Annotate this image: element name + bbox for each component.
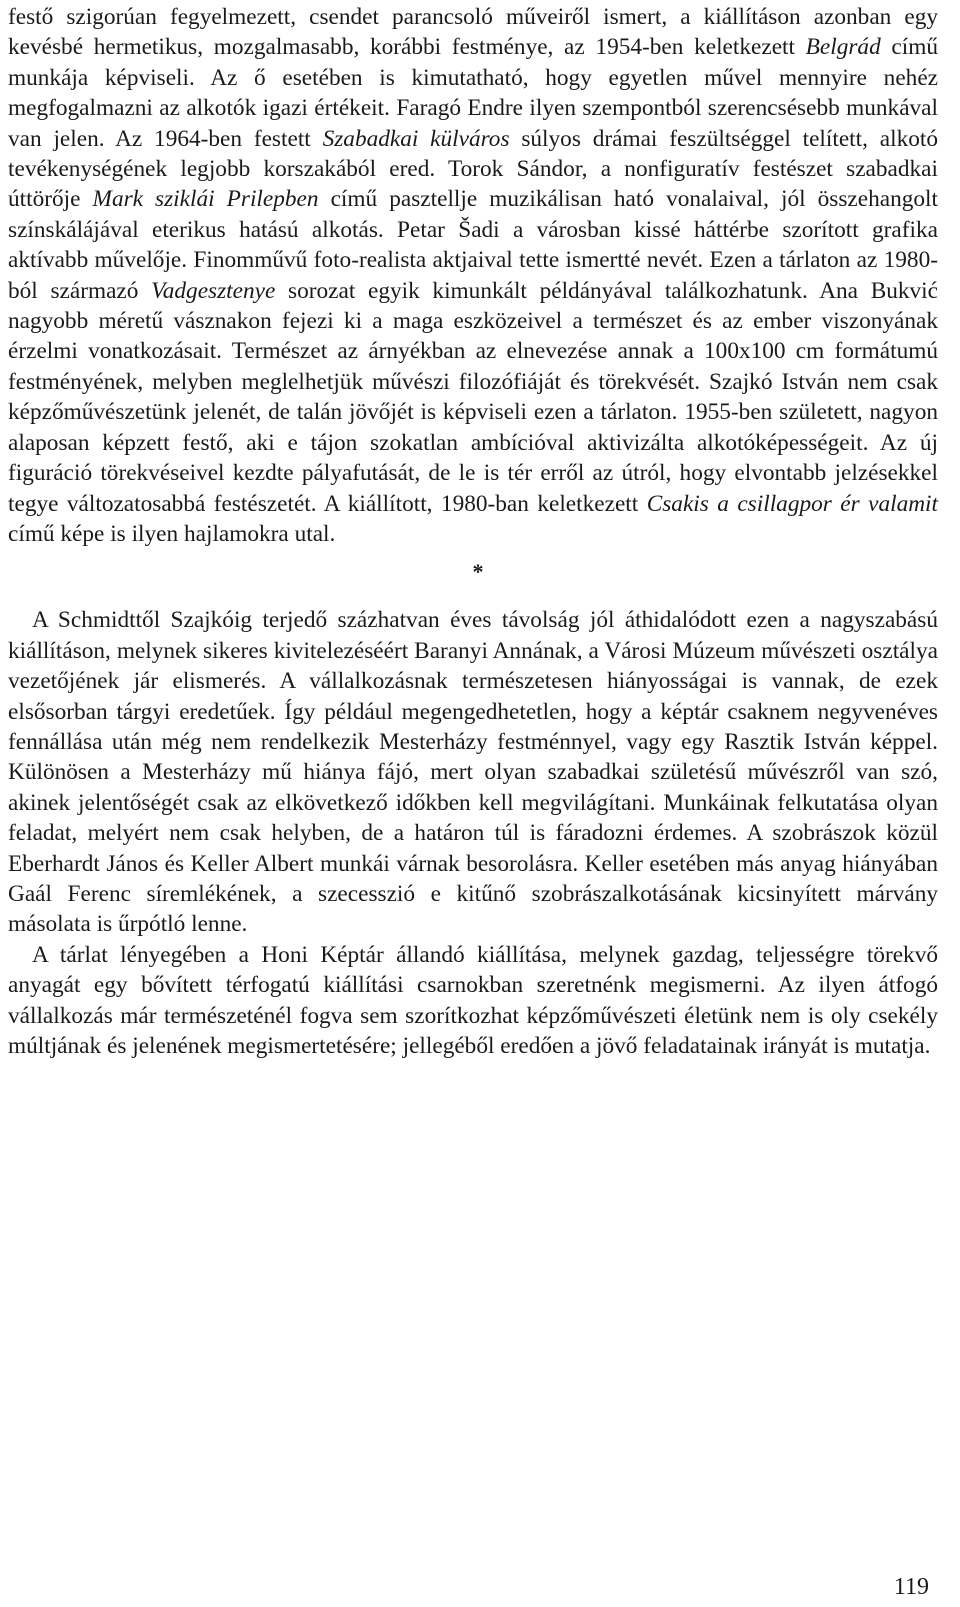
- italic-title-text: Mark sziklái Prilepben: [92, 186, 319, 213]
- body-text: A Schmidttől Szajkóig terjedő százhatvan éves távolság jól áthidalódott ezen a nagyszabású kiállításon, melynek sikeres kivitelezéséért Baranyi Annának, a Városi Múzeum művészeti osztálya vezetőjének jár elismerés. A vállalkozásnak természetesen hiányosságai is vannak, de ezek elsősorban tárgyi eredetűek. Így például megengedhetetlen, hogy a képtár csaknem negyvenéves fennállása után még nem rendelkezik Mesterházy festménnyel, vagy egy Rasztik István képpel. Különösen a Mesterházy mű hiánya fájó, mert olyan szabadkai születésű művészről van szó, akinek jelentőségét csak az elkövetkező időkben kell megvilágítani. Munkáinak felkutatása olyan feladat, melyért nem csak helyben, de a határon túl is fáradozni érdemes. A szobrászok közül Eberhardt János és Keller Albert munkái várnak besorolásra. Keller esetében más anyag hiányában Gaál Ferenc síremlékének, a szecesszió e kitűnő szobrászalkotásának kicsinyített márvány másolata is űrpótló lenne.: [8, 607, 938, 938]
- body-text: sorozat egyik kimunkált példányával találkozhatunk. Ana Bukvić nagyobb méretű vásznakon fejezi ki a maga eszközeivel a természet és az ember viszonyának érzelmi vonatkozásait. Természet az árnyékban az elnevezése annak a 100x100 cm formátumú festményének, melyben meglelhetjük művészi filozófiáját és törekvését. Szajkó István nem csak képzőművészetünk jelenét, de talán jövőjét is képviseli ezen a tárlaton. 1955-ben született, nagyon alaposan képzett festő, aki e tájon szokatlan ambícióval aktivizálta alkotóképességeit. Az új figuráció törekvéseivel kezdte pályafutását, de le is tér erről az útról, hogy elvontabb jelzésekkel tegye változatosabbá festészetét. A kiállított, 1980-ban keletkezett: [8, 277, 938, 517]
- section-separator: *: [472, 559, 484, 585]
- italic-title-text: Szabadkai külváros: [322, 125, 510, 152]
- body-text: című képe is ilyen hajlamokra utal.: [8, 520, 336, 547]
- body-text: súlyos drámai feszültséggel telített, alkotó tevékenységének legjobb korszakából ered. Torok Sándor, a nonfiguratív festészet szabadkai úttörője: [8, 125, 938, 213]
- italic-title-text: Vadgesztenye: [151, 277, 276, 304]
- text-column: [8, 2, 938, 1061]
- body-text: című munkája képviseli. Az ő esetében is kimutatható, hogy egyetlen művel mennyire nehéz megfogalmazni az alkotók igazi értékeit. Faragó Endre ilyen szempontból szerencsésebb munkával van jelen. Az 1964-ben festett: [8, 34, 938, 152]
- paragraph-3: [8, 940, 938, 1062]
- body-text: című pasztellje muzikálisan ható vonalaival, jól összehangolt színskálájával eterikus hatású alkotás. Petar Šadi a városban kissé háttérbe szorított grafika aktívabb művelője. Finomművű foto-realista aktjaival tette ismertté nevét. Ezen a tárlaton az 1980-ból származó: [8, 186, 938, 304]
- paragraph-2: [8, 605, 938, 939]
- body-text: festő szigorúan fegyelmezett, csendet parancsoló műveiről ismert, a kiállításon azonban egy kevésbé hermetikus, mozgalmasabb, korábbi festménye, az 1954-ben keletkezett: [8, 4, 938, 61]
- italic-title-text: Csakis a csillagpor ér valamit: [646, 490, 938, 517]
- body-text: A tárlat lényegében a Honi Képtár állandó kiállítása, melynek gazdag, teljességre törekvő anyagát egy bővített térfogatú kiállítási csarnokban szeretnénk megismerni. Az ilyen átfogó vállalkozás már természeténél fogva sem szorítkozhat képzőművészeti életünk nem is oly csekély múltjának és jelenének megismertetésére; jellegéből eredően a jövő feladatainak irányát is mutatja.: [8, 941, 938, 1059]
- page-number: 119: [893, 1574, 929, 1600]
- italic-title-text: Belgrád: [805, 34, 881, 61]
- paragraph-1: [8, 2, 938, 549]
